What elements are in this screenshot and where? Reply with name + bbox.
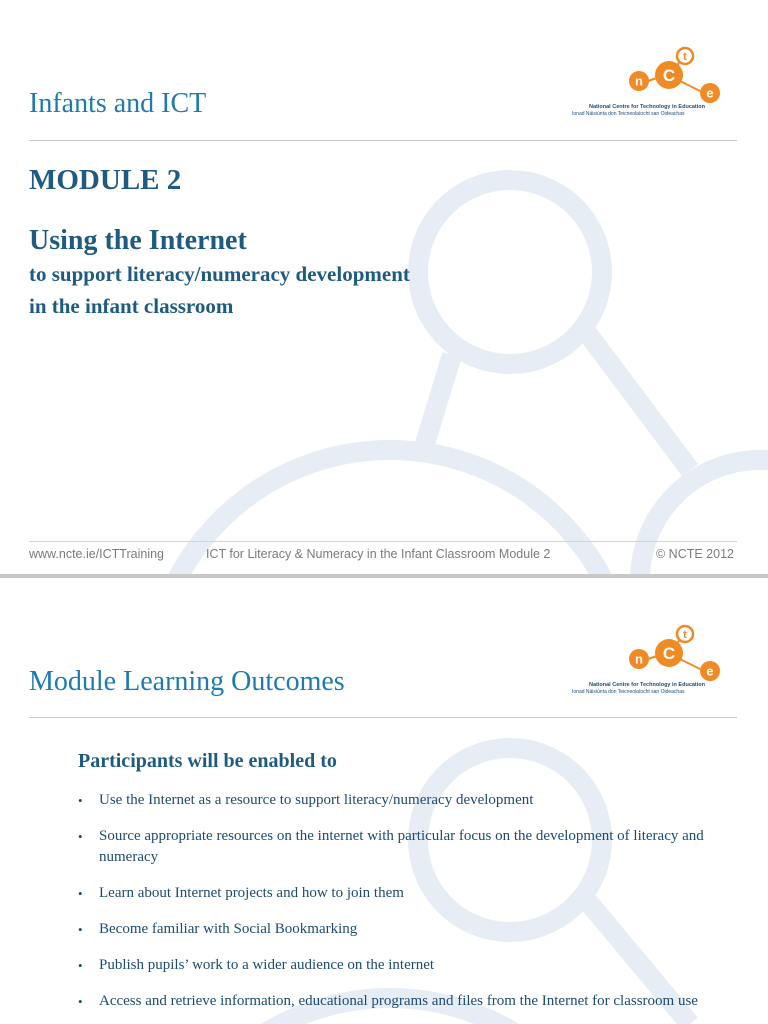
module-subheading-line-2: in the infant classroom xyxy=(29,294,234,318)
outcomes-list xyxy=(78,790,718,1024)
logo-letter-c: C xyxy=(662,66,676,85)
ncte-logo-mark xyxy=(568,620,738,682)
ncte-logo-mark xyxy=(568,42,738,104)
slide-2 xyxy=(0,578,768,1024)
footer-copyright: © NCTE 2012 xyxy=(656,547,734,561)
slide-title: Infants and ICT xyxy=(29,88,207,119)
logo-letter-e: e xyxy=(706,663,714,679)
module-number: MODULE 2 xyxy=(29,164,182,196)
module-heading: Using the Internet xyxy=(29,225,247,256)
logo-letter-t: t xyxy=(683,629,687,641)
list-item: • Become familiar with Social Bookmarking xyxy=(78,919,718,940)
footer-course-title: ICT for Literacy & Numeracy in the Infant Classroom Module 2 xyxy=(206,547,551,561)
footer-website-link[interactable]: www.ncte.ie/ICTTraining xyxy=(29,547,164,561)
logo-letter-c: C xyxy=(662,644,676,663)
module-subheading-line-1: to support literacy/numeracy development xyxy=(29,262,410,286)
logo-letter-n: n xyxy=(635,651,643,667)
list-item: • Source appropriate resources on the internet with particular focus on the development of literacy and numeracy xyxy=(78,826,718,868)
logo-caption-irish: Ionad Náisiúnta don Teicneolaíocht san Oideachas xyxy=(572,689,685,695)
list-item: • Use the Internet as a resource to support literacy/numeracy development xyxy=(78,790,718,811)
title-divider xyxy=(29,140,737,141)
logo-caption-irish: Ionad Náisiúnta don Teicneolaíocht san Oideachas xyxy=(572,111,685,117)
slide-title: Module Learning Outcomes xyxy=(29,666,345,697)
logo-letter-n: n xyxy=(635,73,643,89)
list-item: • Access and retrieve information, educational programs and files from the Internet for classroom use xyxy=(78,991,718,1012)
logo-caption-english: National Centre for Technology in Education xyxy=(589,104,706,110)
logo-letter-e: e xyxy=(706,85,714,101)
ncte-logo xyxy=(568,42,738,132)
title-divider xyxy=(29,717,737,718)
ncte-logo xyxy=(568,620,738,710)
outcomes-intro: Participants will be enabled to xyxy=(78,750,337,772)
list-item: • Publish pupils’ work to a wider audience on the internet xyxy=(78,955,718,976)
list-item: • Learn about Internet projects and how to join them xyxy=(78,883,718,904)
logo-letter-t: t xyxy=(683,51,687,63)
logo-caption-english: National Centre for Technology in Education xyxy=(589,682,706,688)
footer-divider xyxy=(29,541,737,542)
